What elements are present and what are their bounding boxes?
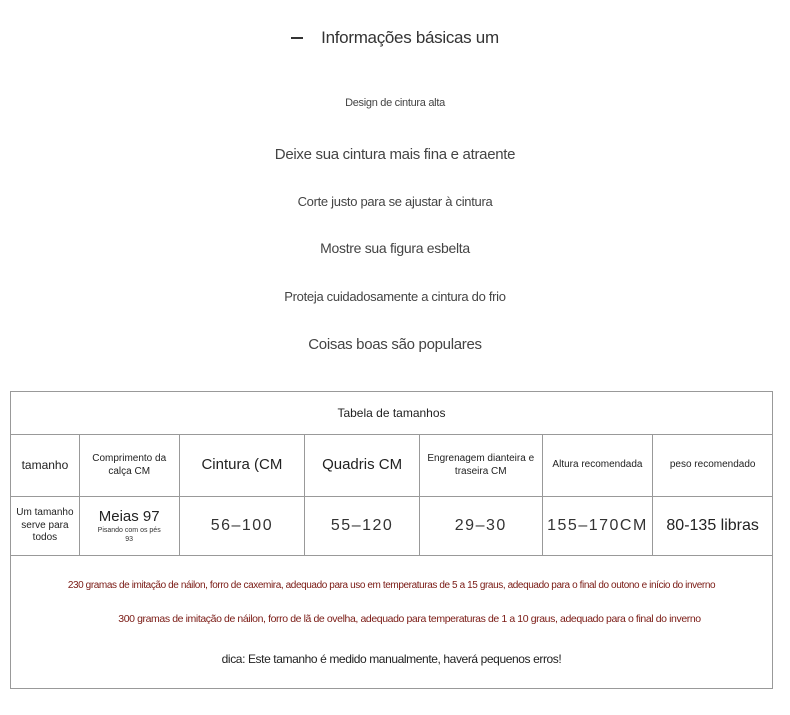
cell-weight: 80-135 libras	[666, 517, 759, 534]
cell-length-sub: Pisando com os pés 93	[97, 527, 161, 544]
header-waist: Cintura (CM	[180, 435, 306, 496]
feature-line-3: Corte justo para se ajustar à cintura	[297, 194, 493, 209]
note-wool	[11, 613, 772, 625]
header-length-label: Comprimento da calça CM	[92, 453, 167, 477]
note-cashmere	[11, 580, 772, 591]
table-header-row	[11, 435, 772, 497]
feature-line-6: Coisas boas são populares	[308, 336, 482, 353]
table-notes	[11, 556, 772, 689]
cell-size-label: Um tamanho serve para todos	[16, 507, 74, 544]
section-title: Informações básicas um	[321, 28, 499, 47]
header-weight: peso recomendado	[669, 459, 756, 471]
header-height: Altura recomendada	[543, 435, 654, 496]
header-length	[80, 435, 180, 496]
cell-rise: 29–30	[420, 497, 543, 555]
note-tip-text: dica: Este tamanho é medido manualmente, haverá pequenos erros!	[221, 652, 562, 666]
cell-hips: 55–120	[305, 497, 420, 555]
header-hips: Quadris CM	[305, 435, 420, 496]
note-cashmere-text: 230 gramas de imitação de náilon, forro de caxemira, adequado para uso em temperaturas de 5 a 15 graus, adequado para o final do outono e início do inverno	[67, 580, 716, 591]
feature-line-2: Deixe sua cintura mais fina e atraente	[274, 146, 516, 163]
note-tip	[11, 652, 772, 666]
cell-waist: 56–100	[180, 497, 306, 555]
size-table-title: Tabela de tamanhos	[11, 392, 772, 435]
cell-length-main: Meias 97	[98, 507, 160, 525]
table-row	[11, 497, 772, 556]
header-size: tamanho	[11, 435, 80, 496]
feature-line-1: Design de cintura alta	[345, 97, 445, 109]
dash-icon	[291, 37, 303, 39]
cell-size	[11, 497, 80, 555]
size-table	[10, 391, 773, 689]
cell-height: 155–170CM	[543, 497, 654, 555]
feature-line-4: Mostre sua figura esbelta	[320, 240, 470, 256]
note-wool-text: 300 gramas de imitação de náilon, forro de lã de ovelha, adequado para temperaturas de 1 a 10 graus, adequado para o final do inverno	[118, 613, 701, 625]
section-header	[0, 24, 790, 52]
header-rise-label: Engrenagem dianteira e traseira CM	[427, 453, 535, 477]
header-rise	[420, 435, 543, 496]
cell-length	[80, 497, 180, 555]
feature-line-5: Proteja cuidadosamente a cintura do frio	[284, 289, 506, 304]
